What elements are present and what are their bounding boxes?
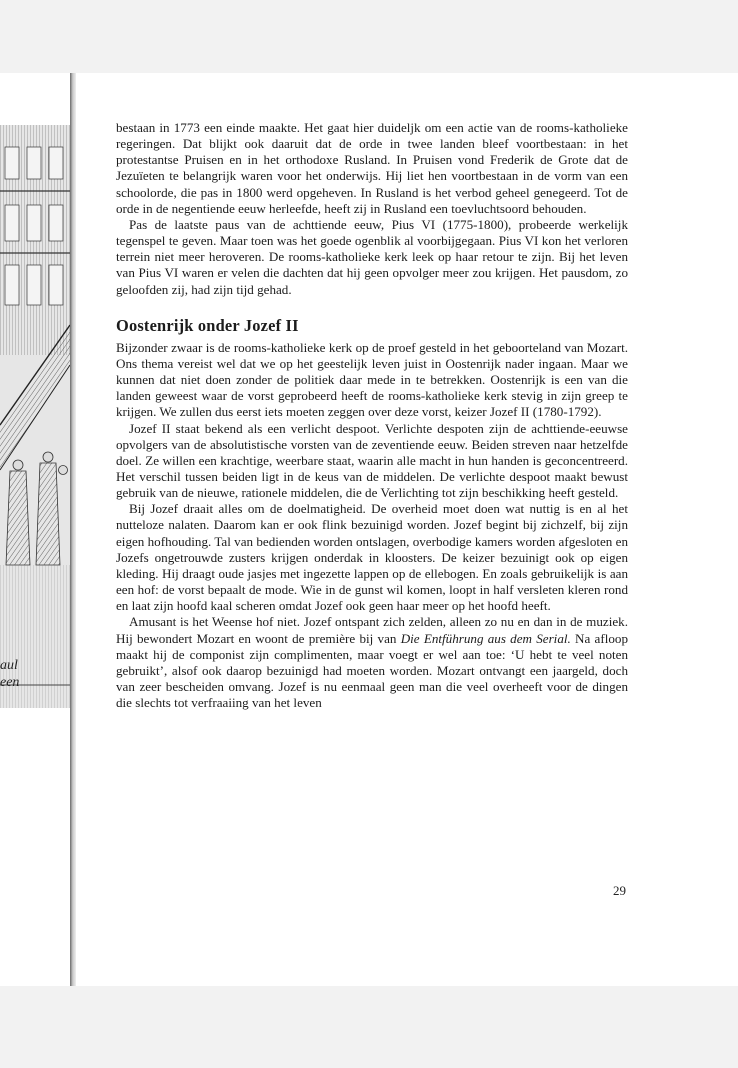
- caption-line: aul: [0, 658, 18, 673]
- paragraph-text: Na afloop maakt hij de componist zijn complimenten, maar voegt er wel aan toe: ‘U hebt te veel noten gebruikt’, alsof ook daarop bezuinigd had moeten worden. Mozart ontvangt een jaargeld, doch van zeer bescheiden omvang. Jozef is nu eenmaal geen man die veel overheeft voor de dingen die slechts tot verfraaiing van het leven: [116, 630, 628, 711]
- paragraph: Bijzonder zwaar is de rooms-katholieke kerk op de proef gesteld in het geboorteland van Mozart. Ons thema vereist wel dat we op het geestelijk leven juist in Oostenrijk nader ingaan. Maar we kunnen dat niet doen zonder de politiek daar mede in te betrekken. Oostenrijk is een van die landen geweest waar de vorst geprobeerd heeft de rooms-katholieke kerk stevig in zijn greep te krijgen. We zullen dus eerst iets moeten zeggen over deze vorst, keizer Jozef II (1780-1792).: [116, 339, 628, 420]
- page-number: 29: [613, 883, 626, 898]
- figure-caption: [0, 657, 19, 691]
- left-page: [0, 73, 73, 986]
- paragraph: Pas de laatste paus van de achttiende eeuw, Pius VI (1775-1800), probeerde werkelijk tegenspel te geven. Maar toen was het goede ogenblik al voorbijgegaan. Pius VI kon het verloren terrein niet meer heroveren. De rooms-katholieke kerk leek op haar retour te zijn. Bij het leven van Pius VI waren er velen die dachten dat hij geen opvolger meer zou krijgen. Het pausdom, zo geloofden zij, had zijn tijd gehad.: [116, 216, 628, 297]
- paragraph: [116, 614, 628, 711]
- paragraph: Bij Jozef draait alles om de doelmatigheid. De overheid moet doen wat nuttig is en al het nutteloze nalaten. Daarom kan er ook flink bezuinigd worden. Jozef begint bij zichzelf, bij zijn eigen hofhouding. Tal van bedienden worden ontslagen, overbodige kamers worden afgesloten en Jozefs ongetrouwde zusters krijgen onderdak in kloosters. De keizer bezuinigt ook op eigen kleding. Hij draagt oude jasjes met ingezette lappen op de ellebogen. En zoals gebruikelijk is aan een hof: de vorst bepaalt de mode. Wie in de gunst wil komen, loopt in half versleten kleren rond en laat zijn hoofd kaal scheren omdat Jozef ook geen haar meer op het hoofd heeft.: [116, 501, 628, 614]
- engraving-illustration: [0, 125, 70, 708]
- section-heading: Oostenrijk onder Jozef II: [116, 315, 299, 335]
- page-text: [116, 120, 628, 711]
- caption-line: een: [0, 675, 20, 690]
- right-page: [76, 73, 738, 986]
- paragraph: bestaan in 1773 een einde maakte. Het gaat hier duideljk om een actie van de rooms-katholieke regeringen. Dat blijkt ook daaruit dat de orde in twee landen bleef voortbestaan: in het protestantse Pruisen en in het orthodoxe Rusland. In Pruisen vond Frederik de Grote dat de Jezuïeten te belangrijk waren voor het onderwijs. Hij liet hen voortbestaan in de vorm van een schoolorde, die pas in 1800 werd opgeheven. In Rusland is het verbod geheel genegeerd. Tot de orde in de negentiende eeuw herleefde, heeft zij in Rusland een toevluchtsoord behouden.: [116, 120, 628, 216]
- paragraph: Jozef II staat bekend als een verlicht despoot. Verlichte despoten zijn de achttiende-eeuwse opvolgers van de absolutistische vorsten van de zeventiende eeuw. Beiden streven naar hetzelfde doel. Ze willen een krachtige, weerbare staat, waarin alle macht in hun handen is geconcentreerd. Het verschil tussen beiden ligt in de keus van de middelen. De verlichte despoot maakt bewust gebruik van de nieuwe, rationele middelen, die de Verlichting tot zijn beschikking heeft gesteld.: [116, 420, 628, 501]
- opera-title: Die Entführung aus dem Serial.: [400, 630, 571, 646]
- paragraph-text: Amusant is het Weense hof niet. Jozef ontspant zich zelden, alleen zo nu en dan in de muziek. Hij bewondert Mozart en woont de première bij van: [116, 614, 628, 646]
